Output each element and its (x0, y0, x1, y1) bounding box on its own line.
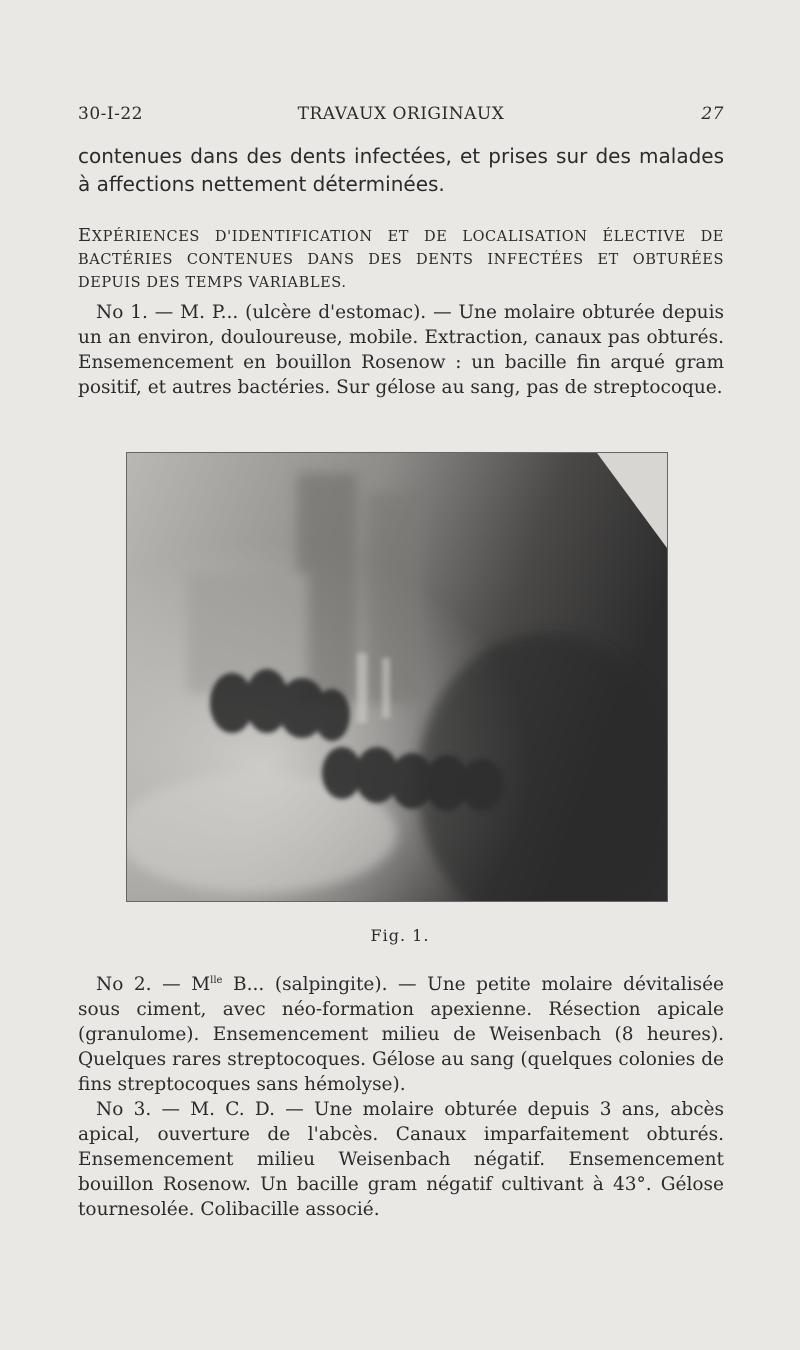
case-3-text: No 3. — M. C. D. — Une molaire obturée depuis 3 ans, abcès apical, ouverture de l'abcès. Canaux imparfaitement obturés. Ensemencement milieu Weisenbach négatif. Ensemencement bouillon Rosenow. Un bacille gram négatif cultivant à 43°. Gélose tournesolée. Colibacille associé. (78, 1099, 724, 1221)
radiograph-figure (126, 452, 668, 902)
running-header (78, 104, 724, 128)
page-number: 27 (701, 104, 724, 124)
case-1-text: No 1. — M. P... (ulcère d'estomac). — Une molaire obturée depuis un an environ, douloureuse, mobile. Extraction, canaux pas obturés. Ensemencement en bouillon Rosenow : un bacille fin arqué gram positif, et autres bactéries. Sur gélose au sang, pas de streptocoque. (78, 302, 724, 398)
intro-paragraph (78, 142, 724, 198)
case-2-pre: No 2. — M (96, 974, 211, 996)
section-title-initial: E (78, 225, 92, 246)
header-date: 30-I-22 (78, 104, 143, 124)
case-2-sup: lle (210, 975, 223, 986)
case-1 (78, 300, 724, 400)
section-title-text: XPÉRIENCES D'IDENTIFICATION ET DE LOCALISATION ÉLECTIVE DE BACTÉRIES CONTENUES DANS DES DENTS INFECTÉES ET OBTURÉES DEPUIS DES TEMPS VARIABLES. (78, 229, 724, 291)
radiograph-image (127, 453, 667, 901)
cases-2-3 (78, 968, 724, 1222)
figure-caption: Fig. 1. (370, 926, 430, 945)
case-2-text (78, 968, 724, 1097)
case-2-post: B... (salpingite). — Une petite molaire dévitalisée sous ciment, avec néo-formation apexienne. Résection apicale (granulome). Ensemencement milieu de Weisenbach (8 heures). Quelques rares streptocoques. Gélose au sang (quelques colonies de fins streptocoques sans hémolyse). (78, 974, 724, 1096)
section-title (78, 224, 724, 295)
header-title: TRAVAUX ORIGINAUX (297, 104, 505, 124)
intro-text: contenues dans des dents infectées, et prises sur des malades à affections nettement déterminées. (78, 144, 724, 196)
